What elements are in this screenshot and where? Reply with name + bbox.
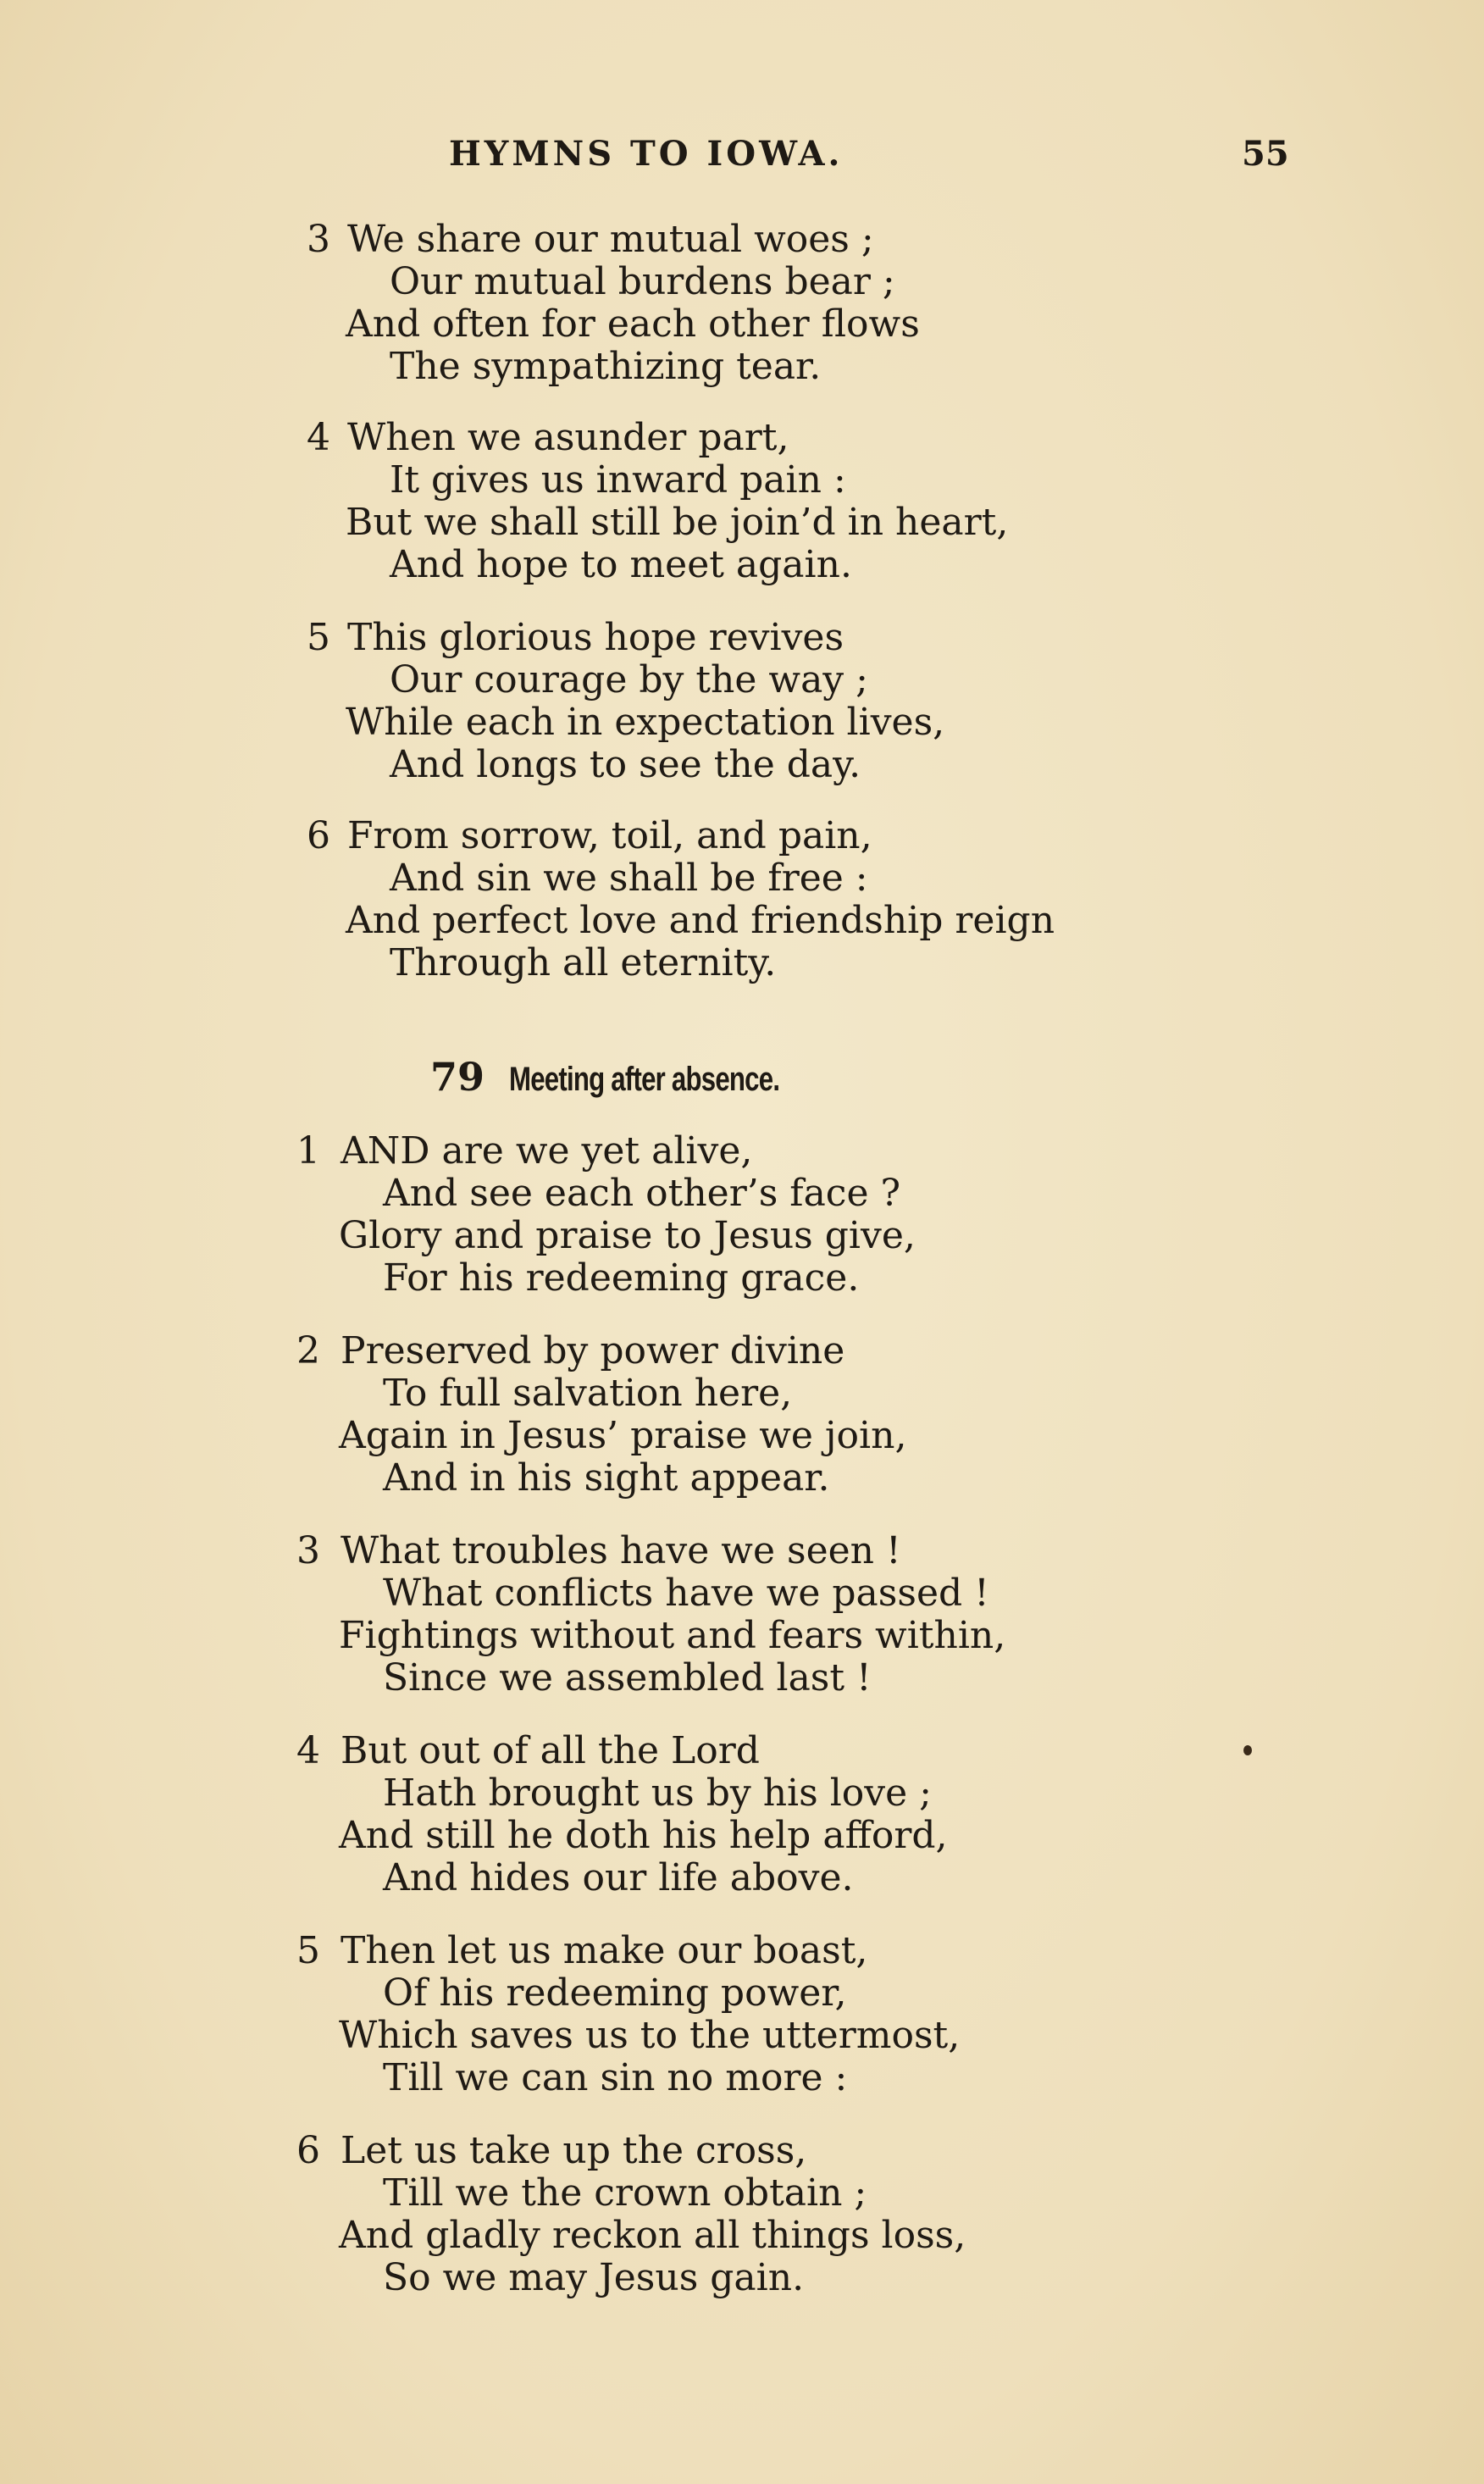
verse-text: And see each other’s face ? bbox=[383, 1172, 901, 1215]
hymn-number: 79 bbox=[430, 1054, 485, 1100]
stanza-number: 4 bbox=[296, 1729, 320, 1772]
verse-text: And still he doth his help afford, bbox=[339, 1814, 948, 1857]
verse-text: Then let us make our boast, bbox=[341, 1929, 868, 1972]
verse-text: And hope to meet again. bbox=[390, 543, 852, 586]
verse-text: From sorrow, toil, and pain, bbox=[347, 814, 872, 857]
verse-text: While each in expectation lives, bbox=[346, 701, 945, 744]
verse-text: For his redeeming grace. bbox=[383, 1256, 860, 1300]
verse-text: This glorious hope revives bbox=[347, 616, 844, 659]
verse-text: What conflicts have we passed ! bbox=[383, 1572, 989, 1615]
verse-text: We share our mutual woes ; bbox=[347, 218, 874, 261]
verse-text: When we asunder part, bbox=[347, 416, 789, 459]
verse-text: And often for each other flows bbox=[346, 302, 920, 346]
verse-text: Till we can sin no more : bbox=[383, 2056, 848, 2099]
verse-text: Which saves us to the uttermost, bbox=[339, 2014, 961, 2057]
verse-text: And longs to see the day. bbox=[390, 743, 861, 786]
verse-text: What troubles have we seen ! bbox=[341, 1529, 901, 1572]
stanza-number: 4 bbox=[307, 416, 330, 459]
stanza-number: 5 bbox=[307, 616, 330, 659]
verse-text: Till we the crown obtain ; bbox=[383, 2171, 867, 2215]
verse-text: AND are we yet alive, bbox=[341, 1129, 753, 1173]
stanza-number: 6 bbox=[296, 2129, 320, 2172]
verse-text: Since we assembled last ! bbox=[383, 1656, 872, 1699]
verse-text: But we shall still be join’d in heart, bbox=[346, 501, 1009, 544]
verse-text: Our mutual burdens bear ; bbox=[390, 260, 895, 303]
verse-text: And in his sight appear. bbox=[383, 1456, 830, 1500]
verse-text: So we may Jesus gain. bbox=[383, 2256, 805, 2299]
stanza-number: 3 bbox=[307, 218, 330, 261]
verse-text: And hides our life above. bbox=[383, 1856, 854, 1899]
verse-text: Through all eternity. bbox=[390, 941, 777, 984]
stanza-number: 6 bbox=[307, 814, 330, 857]
verse-text: And perfect love and friendship reign bbox=[346, 899, 1055, 942]
page-header bbox=[0, 134, 1484, 185]
stanza-number: 1 bbox=[296, 1129, 320, 1173]
running-head: HYMNS TO IOWA. bbox=[449, 134, 844, 174]
verse-text: The sympathizing tear. bbox=[390, 345, 822, 388]
verse-text: Hath brought us by his love ; bbox=[383, 1772, 932, 1815]
verse-text: Preserved by power divine bbox=[341, 1329, 845, 1372]
verse-text: But out of all the Lord bbox=[341, 1729, 760, 1772]
stanza-number: 5 bbox=[296, 1929, 320, 1972]
page-number: 55 bbox=[1242, 134, 1289, 174]
verse-text: To full salvation here, bbox=[383, 1372, 793, 1415]
verse-text: And sin we shall be free : bbox=[390, 857, 868, 900]
verse-text: And gladly reckon all things loss, bbox=[339, 2214, 966, 2257]
stanza-number: 2 bbox=[296, 1329, 320, 1372]
verse-text: Again in Jesus’ praise we join, bbox=[339, 1414, 907, 1457]
verse-text: It gives us inward pain : bbox=[390, 458, 846, 502]
verse-text: Glory and praise to Jesus give, bbox=[339, 1214, 916, 1257]
ink-speck bbox=[1243, 1745, 1252, 1755]
hymn-heading bbox=[430, 1054, 856, 1105]
stanza-number: 3 bbox=[296, 1529, 320, 1572]
verse-text: Our courage by the way ; bbox=[390, 658, 868, 701]
verse-text: Let us take up the cross, bbox=[341, 2129, 807, 2172]
hymn-title: Meeting after absence. bbox=[509, 1061, 780, 1098]
verse-text: Of his redeeming power, bbox=[383, 1971, 847, 2015]
verse-text: Fightings without and fears within, bbox=[339, 1614, 1006, 1657]
